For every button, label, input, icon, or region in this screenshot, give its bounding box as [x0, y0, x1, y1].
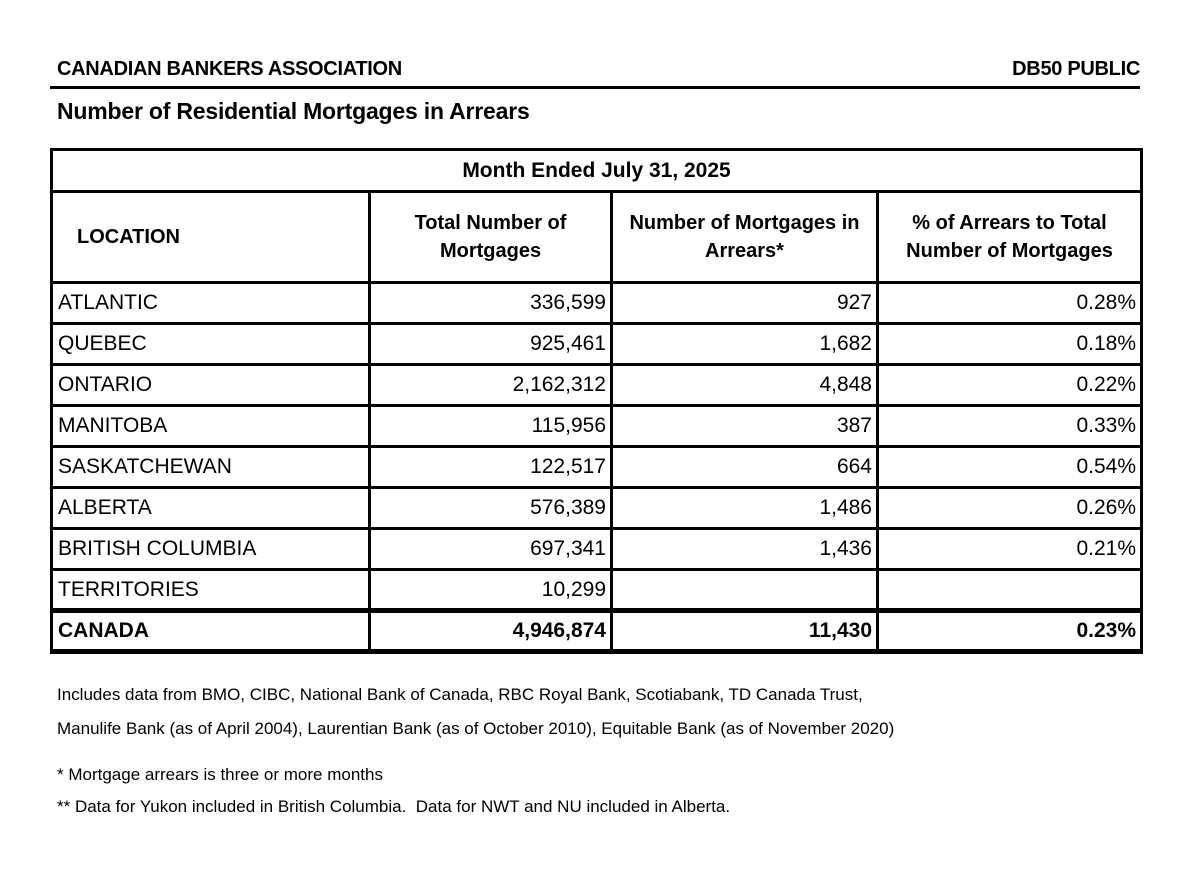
column-header-total-mortgages	[370, 192, 612, 283]
column-header-location: LOCATION	[52, 192, 370, 283]
header-line: Number of Mortgages	[906, 240, 1113, 262]
cell-percent: 0.33%	[878, 406, 1142, 447]
cell-arrears: 387	[612, 406, 878, 447]
footnote-territories-note: ** Data for Yukon included in British Columbia. Data for NWT and NU included in Alberta.	[57, 797, 731, 816]
table-row-alberta	[52, 488, 1142, 529]
cell-location: ONTARIO	[52, 365, 370, 406]
cell-total-mortgages: 697,341	[370, 529, 612, 570]
cell-percent: 0.26%	[878, 488, 1142, 529]
header-line: % of Arrears to Total	[912, 212, 1107, 234]
cell-percent: 0.22%	[878, 365, 1142, 406]
cell-arrears: 664	[612, 447, 878, 488]
cell-arrears	[612, 570, 878, 611]
table-row-canada-total	[52, 611, 1142, 652]
cell-total-mortgages: 576,389	[370, 488, 612, 529]
column-header-row	[52, 192, 1142, 283]
cell-percent: 0.23%	[878, 611, 1142, 652]
cell-percent: 0.18%	[878, 324, 1142, 365]
column-header-mortgages-in-arrears	[612, 192, 878, 283]
column-header-percent-arrears	[878, 192, 1142, 283]
period-header: Month Ended July 31, 2025	[52, 150, 1142, 192]
cell-location: ALBERTA	[52, 488, 370, 529]
cell-arrears: 927	[612, 283, 878, 324]
doc-code: DB50 PUBLIC	[1012, 58, 1140, 80]
cell-total-mortgages: 115,956	[370, 406, 612, 447]
cell-location: CANADA	[52, 611, 370, 652]
cell-location: TERRITORIES	[52, 570, 370, 611]
cell-total-mortgages: 122,517	[370, 447, 612, 488]
period-header-row	[52, 150, 1142, 192]
table-row-atlantic	[52, 283, 1142, 324]
cell-total-mortgages: 4,946,874	[370, 611, 612, 652]
cell-location: ATLANTIC	[52, 283, 370, 324]
cell-total-mortgages: 10,299	[370, 570, 612, 611]
footnote-arrears-definition: * Mortgage arrears is three or more months	[57, 765, 383, 784]
header-line: Mortgages	[439, 240, 542, 262]
footnote-sources-line2: Manulife Bank (as of April 2004), Laurentian Bank (as of October 2010), Equitable Bank (as of November 2020)	[57, 719, 895, 738]
header-line: Number of Mortgages in	[629, 212, 860, 234]
table-row-saskatchewan	[52, 447, 1142, 488]
table-row-ontario	[52, 365, 1142, 406]
cell-arrears: 4,848	[612, 365, 878, 406]
cell-percent: 0.21%	[878, 529, 1142, 570]
cell-location: QUEBEC	[52, 324, 370, 365]
mortgage-arrears-table	[50, 148, 1143, 654]
cell-location: MANITOBA	[52, 406, 370, 447]
footnotes	[57, 678, 1160, 823]
header-line: Arrears*	[705, 240, 784, 262]
cell-arrears: 1,436	[612, 529, 878, 570]
cell-percent	[878, 570, 1142, 611]
header-line: Total Number of	[414, 212, 567, 234]
org-name: CANADIAN BANKERS ASSOCIATION	[57, 58, 402, 80]
cell-total-mortgages: 925,461	[370, 324, 612, 365]
letterhead	[50, 58, 1140, 89]
table-row-manitoba	[52, 406, 1142, 447]
table-row-territories	[52, 570, 1142, 611]
table-row-quebec	[52, 324, 1142, 365]
cell-total-mortgages: 336,599	[370, 283, 612, 324]
page-title: Number of Residential Mortgages in Arrears	[57, 98, 530, 124]
cell-percent: 0.54%	[878, 447, 1142, 488]
table-row-british-columbia	[52, 529, 1142, 570]
cell-arrears: 1,486	[612, 488, 878, 529]
cell-arrears: 11,430	[612, 611, 878, 652]
cell-location: BRITISH COLUMBIA	[52, 529, 370, 570]
cell-location: SASKATCHEWAN	[52, 447, 370, 488]
cell-total-mortgages: 2,162,312	[370, 365, 612, 406]
cell-arrears: 1,682	[612, 324, 878, 365]
footnote-sources-line1: Includes data from BMO, CIBC, National Bank of Canada, RBC Royal Bank, Scotiabank, TD Canada Trust,	[57, 685, 863, 704]
cell-percent: 0.28%	[878, 283, 1142, 324]
